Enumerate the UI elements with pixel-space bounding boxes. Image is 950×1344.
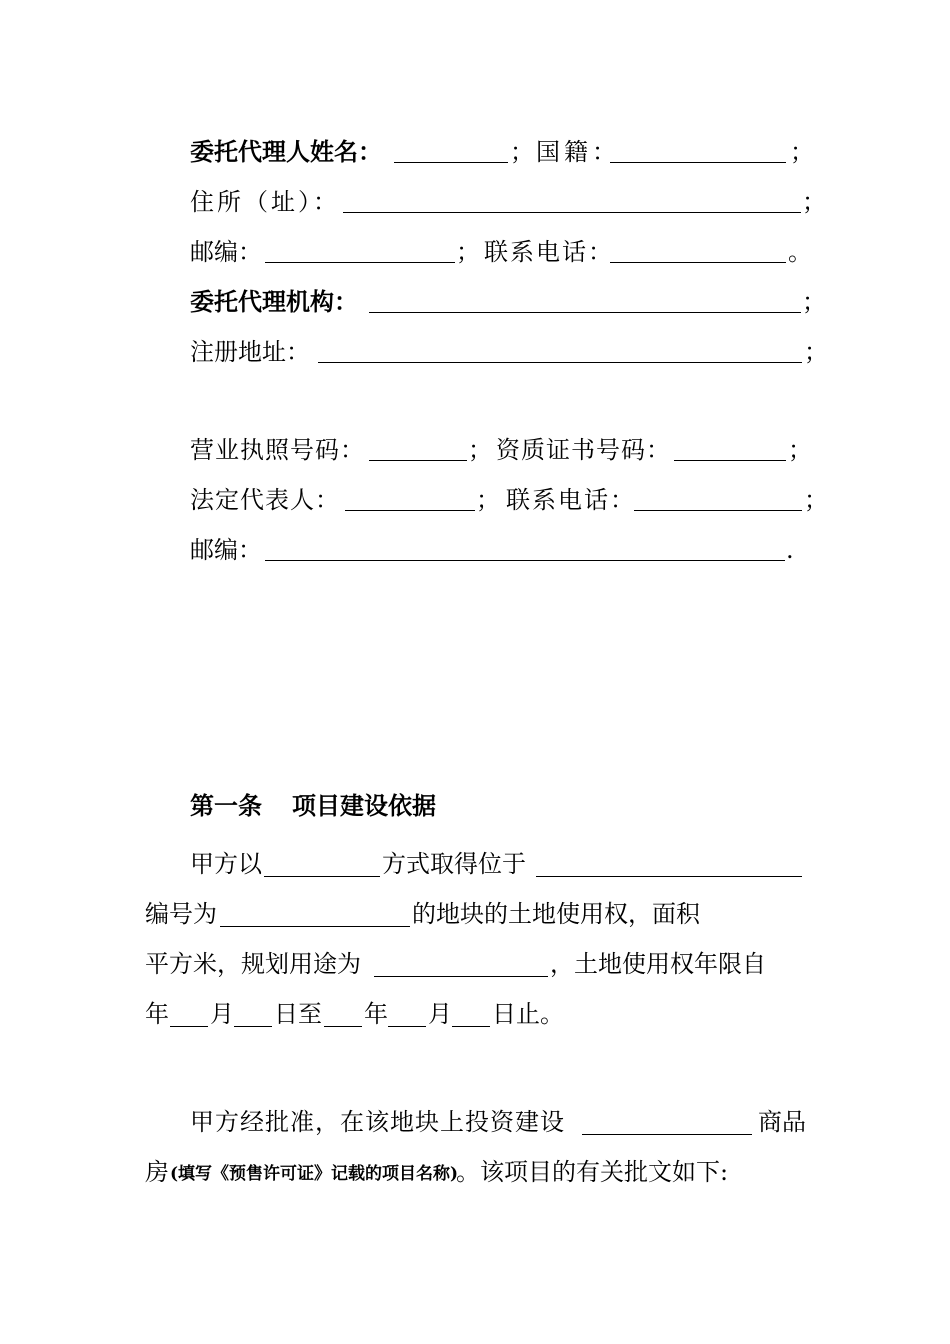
license-number-field[interactable] [369, 460, 467, 461]
start-year-field[interactable] [170, 1026, 208, 1027]
paragraph-text: 日至 [274, 1000, 322, 1028]
agency-phone-field[interactable] [634, 510, 802, 511]
separator: ； [476, 486, 500, 514]
land-location-field[interactable] [536, 876, 802, 877]
line-end: ； [802, 288, 826, 316]
paragraph-text: 房 [145, 1158, 169, 1186]
legal-rep-field[interactable] [345, 510, 475, 511]
agency-reg-address-label: 注册地址： [190, 338, 310, 366]
paragraph-text: 年 [145, 1000, 169, 1028]
license-number-label: 营业执照号码： [190, 436, 365, 464]
line-end: ； [790, 138, 814, 166]
separator: ； [456, 238, 480, 266]
paragraph-text: 月 [210, 1000, 234, 1028]
land-number-field[interactable] [220, 926, 410, 927]
paragraph-text: ，土地使用权年限自 [550, 950, 766, 978]
paragraph-text: 商品 [758, 1108, 806, 1136]
acquisition-method-field[interactable] [264, 876, 380, 877]
separator: ； [468, 436, 492, 464]
paragraph-text: 日止。 [492, 1000, 564, 1028]
agent-phone-field[interactable] [610, 262, 786, 263]
paragraph-text: 年 [364, 1000, 388, 1028]
line-end: ； [802, 188, 826, 216]
agent-name-label: 委托代理人姓名： [190, 137, 382, 166]
nationality-label: 国籍： [536, 138, 620, 166]
agency-name-field[interactable] [369, 312, 801, 313]
paragraph-text: 甲方经批准，在该地块上投资建设 [190, 1108, 565, 1136]
separator: ； [510, 138, 534, 166]
paragraph-text: 的地块的土地使用权，面积 [412, 900, 700, 928]
agent-postcode-label: 邮编： [190, 238, 262, 266]
line-end: 。 [788, 238, 812, 266]
land-use-field[interactable] [374, 976, 548, 977]
paragraph-text: 月 [428, 1000, 452, 1028]
line-end: . [786, 536, 794, 564]
agent-name-field[interactable] [394, 162, 508, 163]
end-month-field[interactable] [388, 1026, 426, 1027]
start-month-field[interactable] [234, 1026, 272, 1027]
legal-rep-label: 法定代表人： [190, 486, 340, 514]
line-end: ； [788, 436, 812, 464]
end-day-field[interactable] [452, 1026, 490, 1027]
paragraph-text: 平方米，规划用途为 [145, 950, 361, 978]
end-year-field[interactable] [324, 1026, 362, 1027]
paragraph-text: 甲方以 [190, 850, 262, 878]
nationality-field[interactable] [610, 162, 786, 163]
agent-postcode-field[interactable] [265, 262, 455, 263]
agency-postcode-label: 邮编： [190, 536, 262, 564]
agency-phone-label: 联系电话： [506, 486, 636, 514]
agency-postcode-field[interactable] [265, 560, 785, 561]
paragraph-text: 。该项目的有关批文如下: [456, 1158, 729, 1186]
agency-reg-address-field[interactable] [318, 362, 802, 363]
project-name-field[interactable] [582, 1134, 752, 1135]
agent-address-field[interactable] [343, 212, 801, 213]
article-title: 项目建设依据 [292, 791, 436, 820]
article-number: 第一条 [190, 791, 262, 820]
cert-number-label: 资质证书号码： [496, 436, 671, 464]
line-end: ； [804, 338, 828, 366]
agency-name-label: 委托代理机构： [190, 287, 358, 316]
paragraph-text: 编号为 [145, 900, 217, 928]
agent-address-label: 住所（址）： [190, 188, 340, 216]
line-end: ； [804, 486, 828, 514]
fill-instruction-note: (填写《预售许可证》记载的项目名称) [170, 1164, 459, 1184]
paragraph-text: 方式取得位于 [382, 850, 526, 878]
agent-phone-label: 联系电话： [484, 238, 614, 266]
cert-number-field[interactable] [674, 460, 786, 461]
